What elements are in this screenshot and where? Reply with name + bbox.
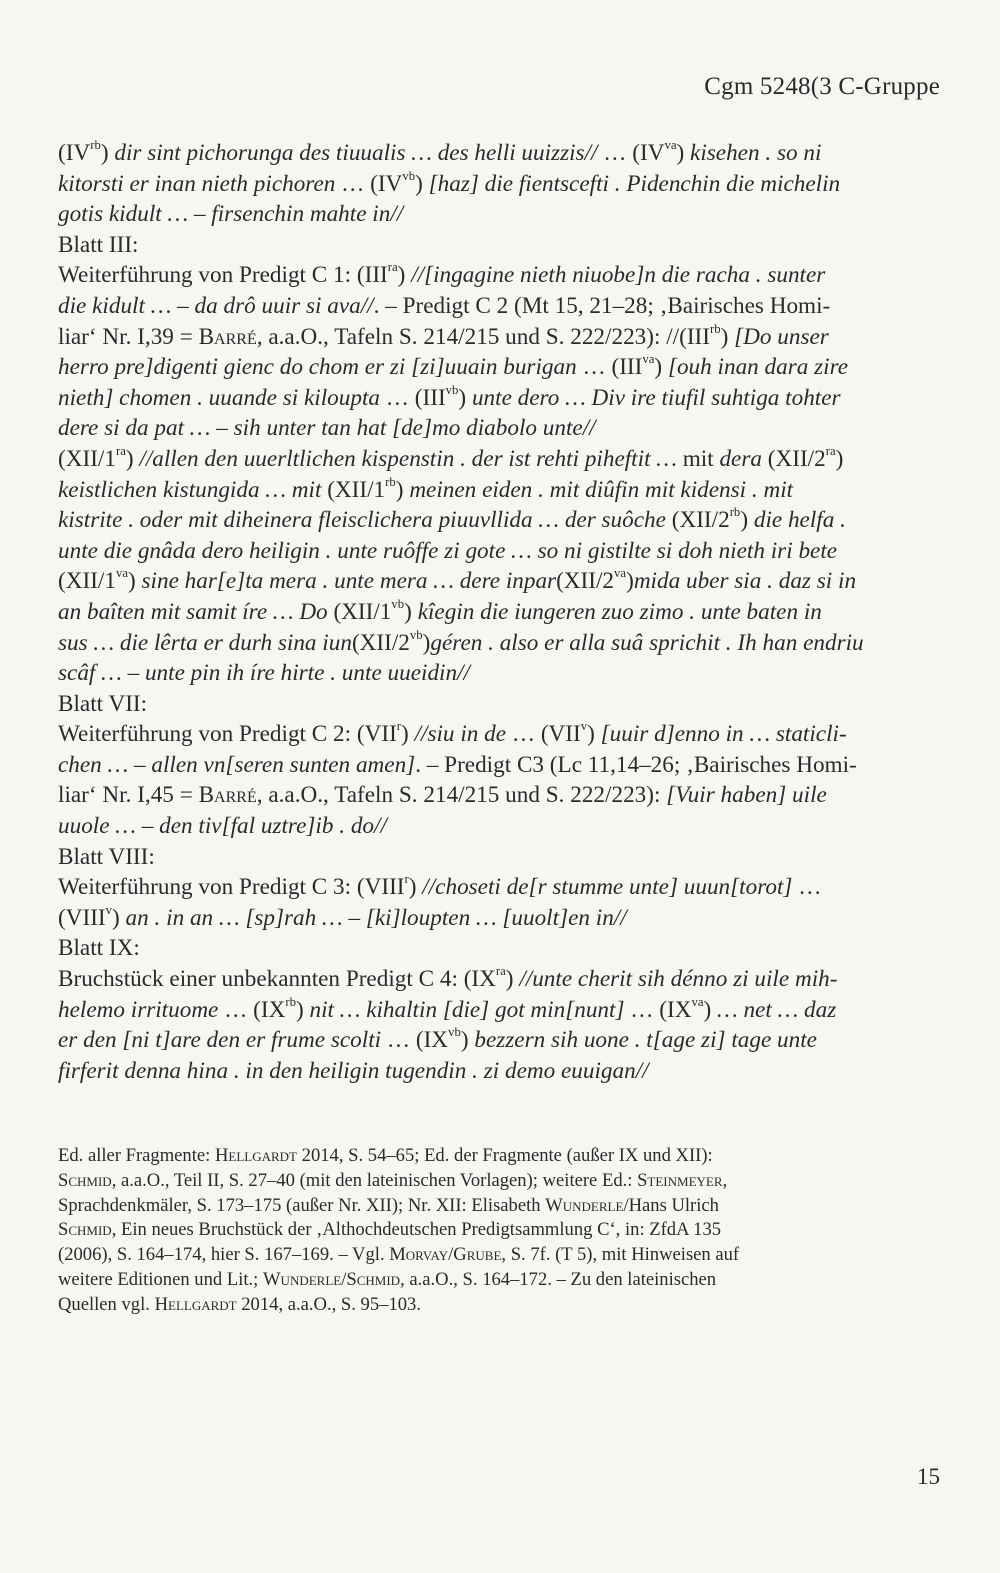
text-line: uuole … – den tiv[fal uztre]ib . do// (58, 813, 387, 840)
text-line: $(XII/1^{va})$ sine har[e]ta mera . unte mera … dere $inpar(XII/2^{va})mida$ uber sia . daz si in (58, 566, 857, 595)
text-line: kitorsti er inan nieth pichoren … $(IV^{vb})$ [haz] die fientscefti . Pidenchin die michelin (58, 168, 841, 197)
text-line: Weiterführung von Predigt C 2: (VII$^r$) //siu in de … (VII$^v$) [uuir d]enno in … staticli- (58, 719, 847, 748)
text-line: liar‘ Nr. I,45 = Barré, a.a.O., Tafeln S. 214/215 und S. 222/223): [Vuir haben] uile (58, 782, 827, 809)
note-line: Quellen vgl. Hellgardt 2014, a.a.O., S. 95–103. (58, 1293, 421, 1315)
text-line: (VIII$^v$) an . in an … [sp]rah … – [ki]loupten … [uuolt]en in// (58, 903, 627, 931)
text-line: chen … – allen vn[seren sunten amen]. – Predigt C3 (Lc 11,14–26; ‚Bairisches Homi- (58, 751, 857, 778)
text-line: Bruchstück einer unbekannten Predigt C 4: $(IX^{ra})$ //unte cherit sih dénno zi uile mih- (58, 964, 838, 993)
text-line: keistlichen kistungida … mit $(XII/1^{rb})$ meinen eiden . mit diûfin mit kidensi . mit (58, 474, 794, 503)
text-line: Blatt IX: (58, 935, 140, 962)
text-line: sus … die lêrta er durh sina $iun(XII/2^{vb})géren$ . also er alla suâ sprichit . Ih han endriu (58, 627, 864, 656)
note-line: Schmid, a.a.O., Teil II, S. 27–40 (mit den lateinischen Vorlagen); weitere Ed.: Steinmeyer, (58, 1169, 728, 1191)
text-line: er den [ni t]are den er frume scolti … $(IX^{vb})$ bezzern sih uone . t[age zi] tage unte (58, 1025, 817, 1054)
text-line: dere si da pat … – sih unter tan hat [de]mo diabolo unte// (58, 415, 596, 442)
text-line: liar‘ Nr. I,39 = Barré, a.a.O., Tafeln S. 214/215 und S. 222/223): $//(III^{rb})$ [Do unser (58, 321, 829, 350)
text-line: $(XII/1^{ra})$ //allen den uuerltlichen kispenstin . der ist rehti piheftit … mit dera $(XII/2^{ra})$ (58, 444, 844, 472)
text-line: an baîten mit samit íre … Do $(XII/1^{vb})$ kîegin die iungeren zuo zimo . unte baten in (58, 597, 822, 625)
text-line: Weiterführung von Predigt C 1: $(III^{ra})$ //[ingagine nieth niuobe]n die racha . sunter (58, 260, 826, 289)
text-line: Blatt VIII: (58, 843, 155, 870)
text-line: Weiterführung von Predigt C 3: (VIII$^r$) //choseti de[r stumme unte] uuun[torot] … (58, 872, 822, 901)
text-line: helemo irrituome … $(IX^{rb})$ nit … kihaltin [die] got min[nunt] … $(IX^{va})$ … net … daz (58, 994, 837, 1023)
running-header: Cgm 5248(3 C-Gruppe (704, 73, 940, 100)
text-line: scâf … – unte pin ih íre hirte . unte uueidin// (58, 660, 470, 687)
page-number: 15 (917, 1464, 940, 1489)
text-line: nieth] chomen . uuande si kiloupta … $(III^{vb})$ unte dero … Div ire tiufil suhtiga tohter (58, 382, 841, 411)
note-line: Sprachdenkmäler, S. 173–175 (außer Nr. XII); Nr. XII: Elisabeth Wunderle/Hans Ulrich (58, 1194, 719, 1216)
note-line: Ed. aller Fragmente: Hellgardt 2014, S. 54–65; Ed. der Fragmente (außer IX und XII): (58, 1145, 713, 1166)
note-line: (2006), S. 164–174, hier S. 167–169. – Vgl. Morvay/Grube, S. 7f. (T 5), mit Hinweisen auf (58, 1244, 740, 1266)
note-line: Schmid, Ein neues Bruchstück der ‚Althochdeutschen Predigtsammlung C‘, in: ZfdA 135 (58, 1219, 722, 1241)
text-line: firferit denna hina . in den heiligin tugendin . zi demo euuigan// (58, 1057, 649, 1084)
text-line: $(IV^{rb})$ dir sint pichorunga des tiuualis … des helli uuizzis// … $(IV^{va})$ kisehen . so ni (58, 138, 822, 166)
text-line: kistrite . oder mit diheinera fleisclichera piuuvllida … der suôche $(XII/2^{rb})$ die helfa . (58, 505, 846, 534)
note-line: weitere Editionen und Lit.; Wunderle/Schmid, a.a.O., S. 164–172. – Zu den lateinischen (58, 1268, 717, 1290)
text-line: die kidult … – da drô uuir si ava//. – Predigt C 2 (Mt 15, 21–28; ‚Bairisches Homi- (58, 292, 831, 319)
text-line: Blatt VII: (58, 690, 148, 717)
main-text-block (58, 138, 943, 1086)
text-line: herro pre]digenti gienc do chom er zi [zi]uuain burigan … $(III^{va})$ [ouh inan dara zire (58, 352, 849, 381)
text-line: Blatt III: (58, 231, 139, 258)
text-line: unte die gnâda dero heiligin . unte ruôffe zi gote … so ni gistilte si doh nieth iri bete (58, 537, 838, 564)
text-line: gotis kidult … – firsenchin mahte in// (58, 201, 404, 228)
bibliography-notes (58, 1144, 943, 1318)
